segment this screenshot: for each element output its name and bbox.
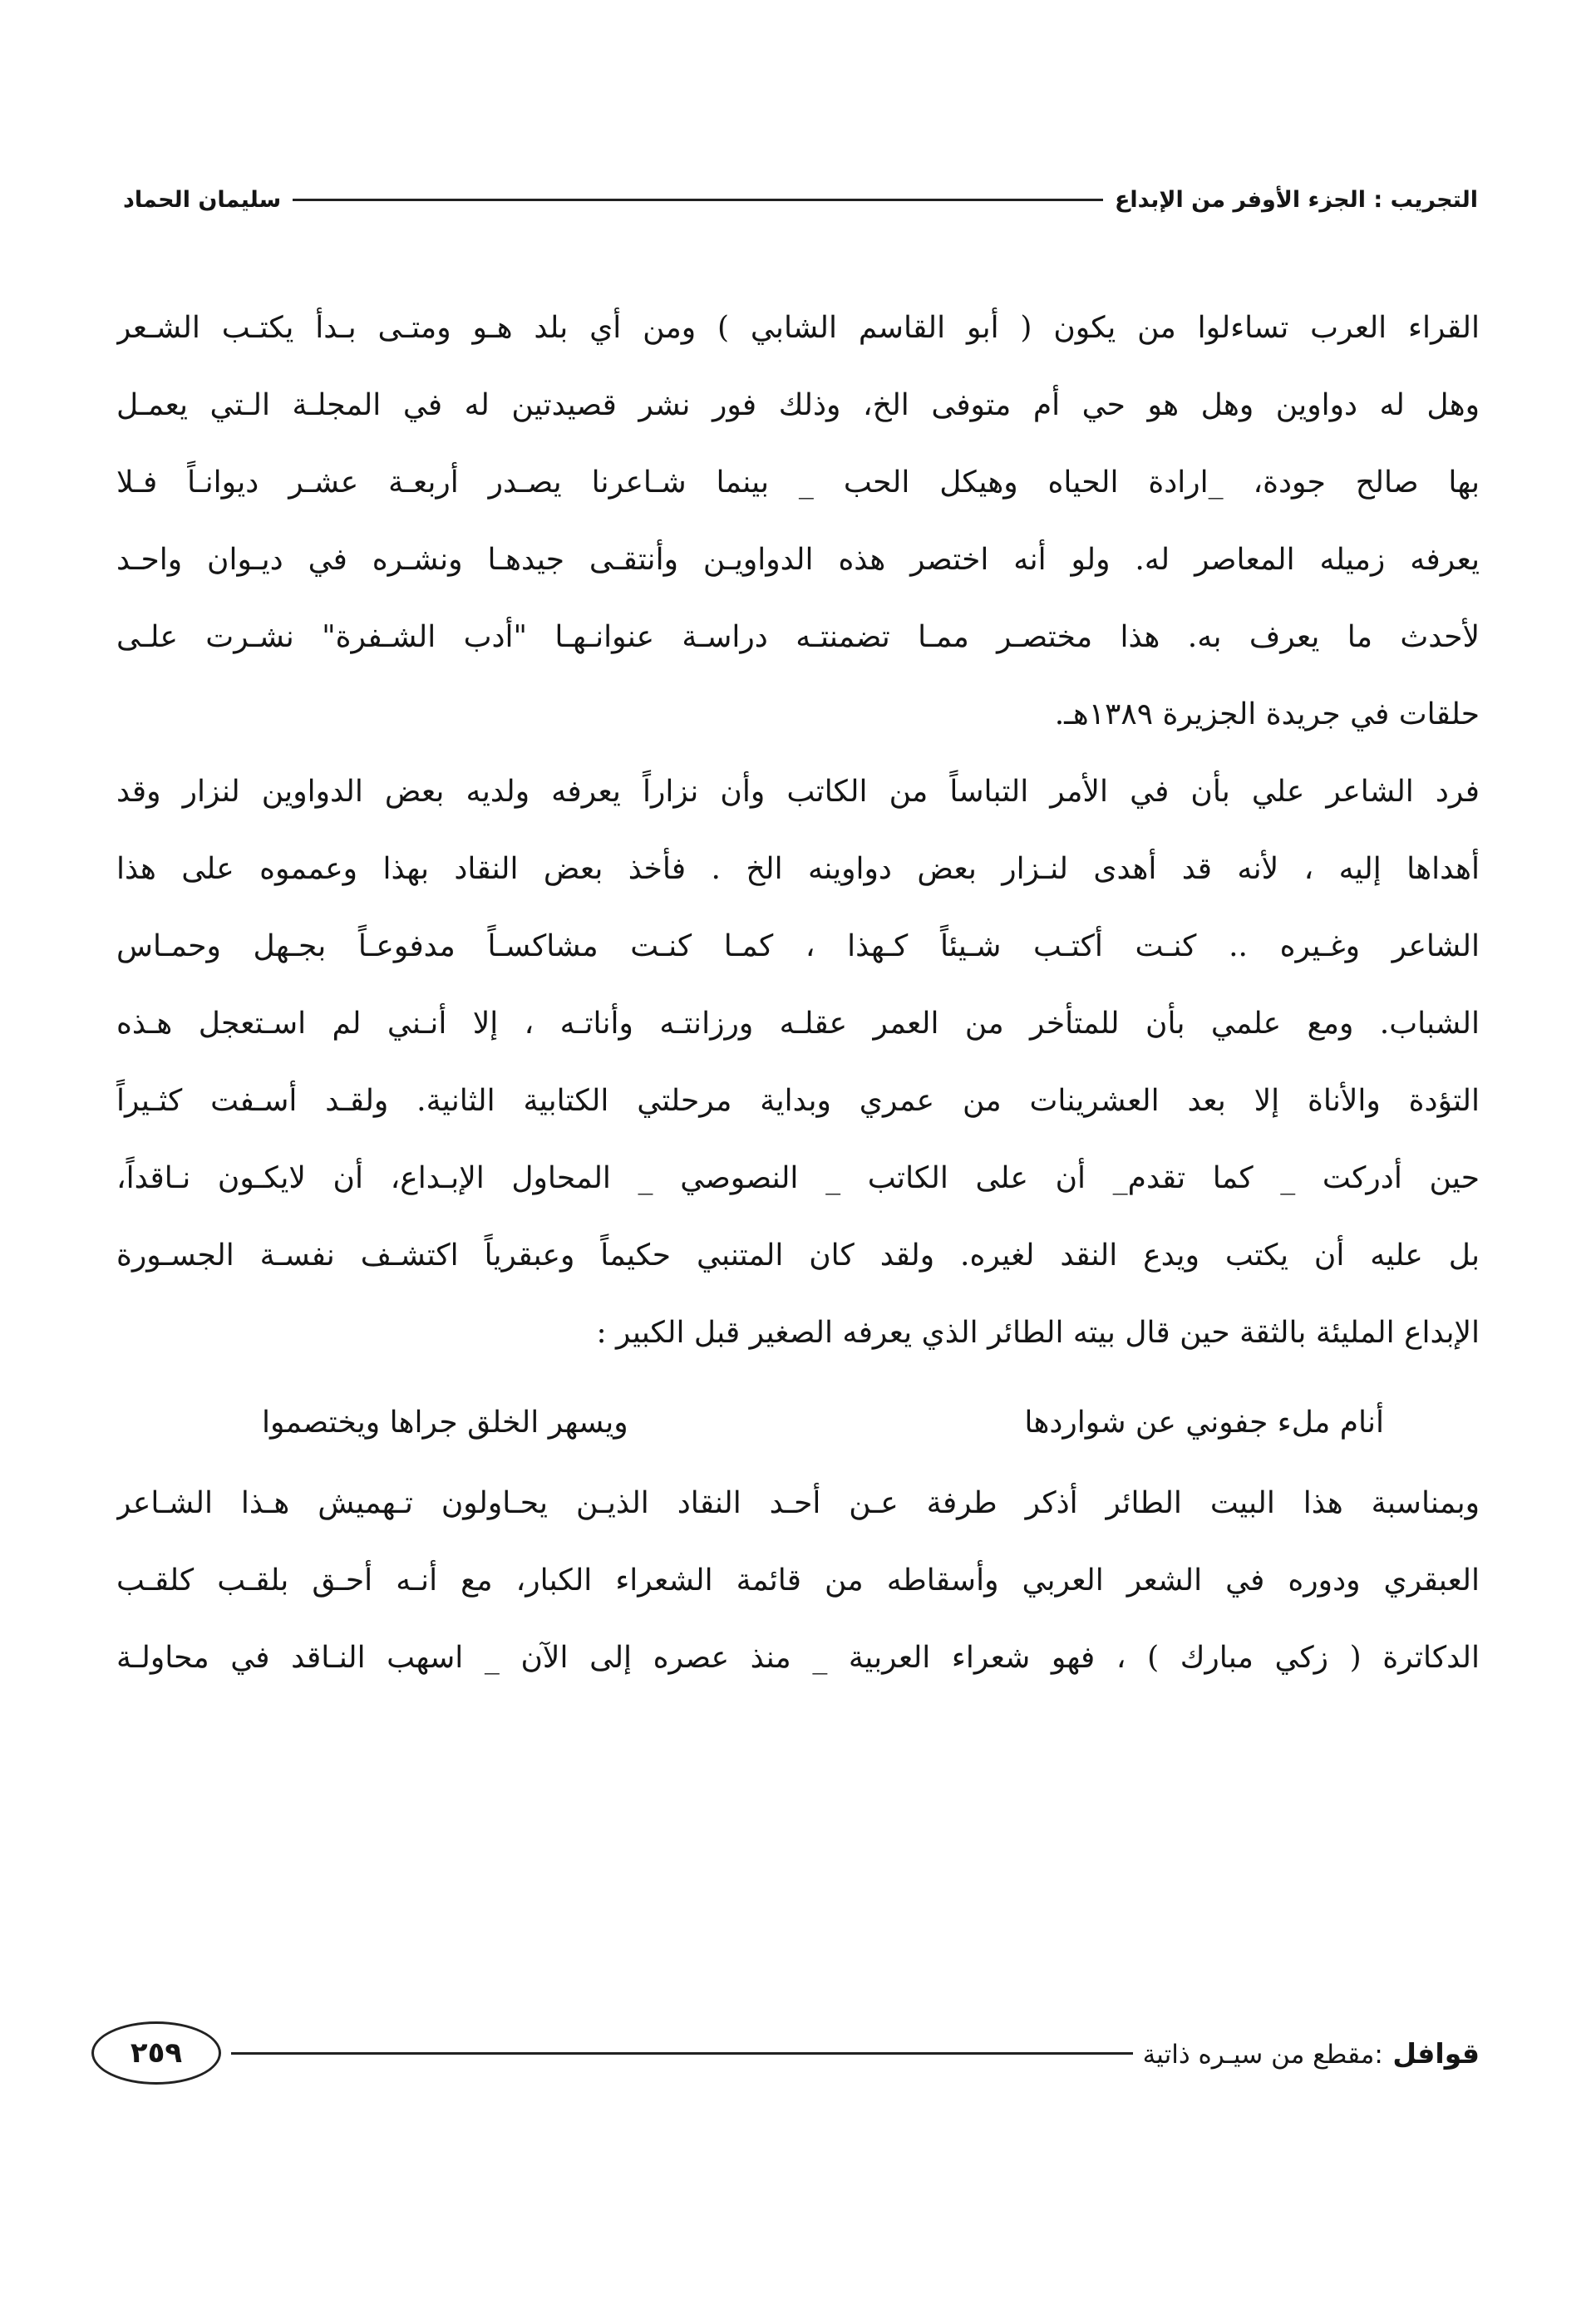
text-line: وبمناسبة هذا البيت الطائر أذكر طرفة عـن أحـد النقاد الذيـن يحـاولون تـهميش هـذا الشـاعر [116, 1486, 1480, 1520]
running-footer [91, 2016, 1480, 2090]
verse-first-hemistich: أنام ملء جفوني عن شواردها [1024, 1406, 1384, 1440]
footer-subtitle: :مقطع من سيـره ذاتية [1142, 2039, 1383, 2070]
text-line: أهداها إليه ، لأنه قد أهدى لنـزار بعض دواوينه الخ . فأخذ بعض النقاد بهذا وعمموه على هذا [116, 852, 1480, 886]
footer-title [1143, 2037, 1480, 2070]
body-text [116, 289, 1480, 1696]
text-line: التؤدة والأناة إلا بعد العشرينات من عمري وبداية مرحلتي الكتابية الثانية. ولقـد أسـفت كثـيراً [116, 1084, 1480, 1118]
text-line: وهل له دواوين وهل هو حي أم متوفى الخ، وذلك فور نشر قصيدتين له في المجلـة الـتي يعمـل [116, 388, 1480, 422]
running-header [123, 179, 1478, 220]
text-line: الدكاترة ( زكي مبارك ) ، فهو شعراء العربية _ منذ عصره إلى الآن _ اسهب النـاقد في محاولـة [116, 1641, 1480, 1675]
text-line: الإبداع المليئة بالثقة حين قال بيته الطائر الذي يعرفه الصغير قبل الكبير : [596, 1316, 1480, 1350]
text-line: الشاعر وغـيره .. كنـت أكتـب شـيئاً كـهذا ، كمـا كنـت مشاكسـاً مدفوعـاً بجـهل وحمـاس [116, 929, 1480, 963]
header-author: سليمان الحماد [123, 186, 282, 213]
text-line: القراء العرب تساءلوا من يكون ( أبو القاسم الشابي ) ومن أي بلد هـو ومتـى بـدأ يكتـب الشـعر [116, 311, 1480, 345]
header-rule [293, 199, 1103, 201]
text-line: بها صالح جودة، _ارادة الحياه وهيكل الحب _ بينما شـاعرنا يصـدر أربعـة عشـر ديوانـاً فـلا [116, 465, 1480, 500]
text-line: لأحدث ما يعرف به. هذا مختصـر ممـا تضمنتـه دراسـة عنوانـهـا "أدب الشـفرة" نشـرت علـى [116, 620, 1480, 654]
footer-series-title: قوافل [1392, 2036, 1480, 2070]
header-book-title: التجريب : الجزء الأوفر من الإبداع [1114, 186, 1478, 213]
text-line: فرد الشاعر علي بأن في الأمر التباساً من الكاتب وأن نزاراً يعرفه ولديه بعض الدواوين لنزار وقد [116, 775, 1480, 809]
poem-verse [116, 1381, 1480, 1465]
text-line: بل عليه أن يكتب ويدع النقد لغيره. ولقد كان المتنبي حكيماً وعبقرياً اكتشـف نفسـة الجسـورة [116, 1238, 1480, 1273]
verse-second-hemistich: ويسهر الخلق جراها ويختصموا [262, 1406, 628, 1440]
text-line: حلقات في جريدة الجزيرة ١٣٨٩هـ. [1054, 697, 1480, 731]
footer-rule [231, 2052, 1133, 2055]
text-line: يعرفه زميله المعاصر له. ولو أنه اختصر هذه الدواويـن وأنتقـى جيدهـا ونشـره في ديـوان واحـد [116, 543, 1480, 577]
text-line: العبقري ودوره في الشعر العربي وأسقاطه من قائمة الشعراء الكبار، مع أنـه أحـق بلقـب كلقـب [116, 1563, 1480, 1598]
text-line: حين أدركت _ كما تقدم_ أن على الكاتب _ النصوصي _ المحاول الإبـداع، أن لايكـون نـاقداً، [116, 1161, 1480, 1195]
text-line: الشباب. ومع علمي بأن للمتأخر من العمر عقلـه ورزانتـه وأناتـه ، إلا أنـني لم اسـتعجل هـذه [116, 1007, 1480, 1041]
page-number: ٢٥٩ [91, 2021, 221, 2085]
